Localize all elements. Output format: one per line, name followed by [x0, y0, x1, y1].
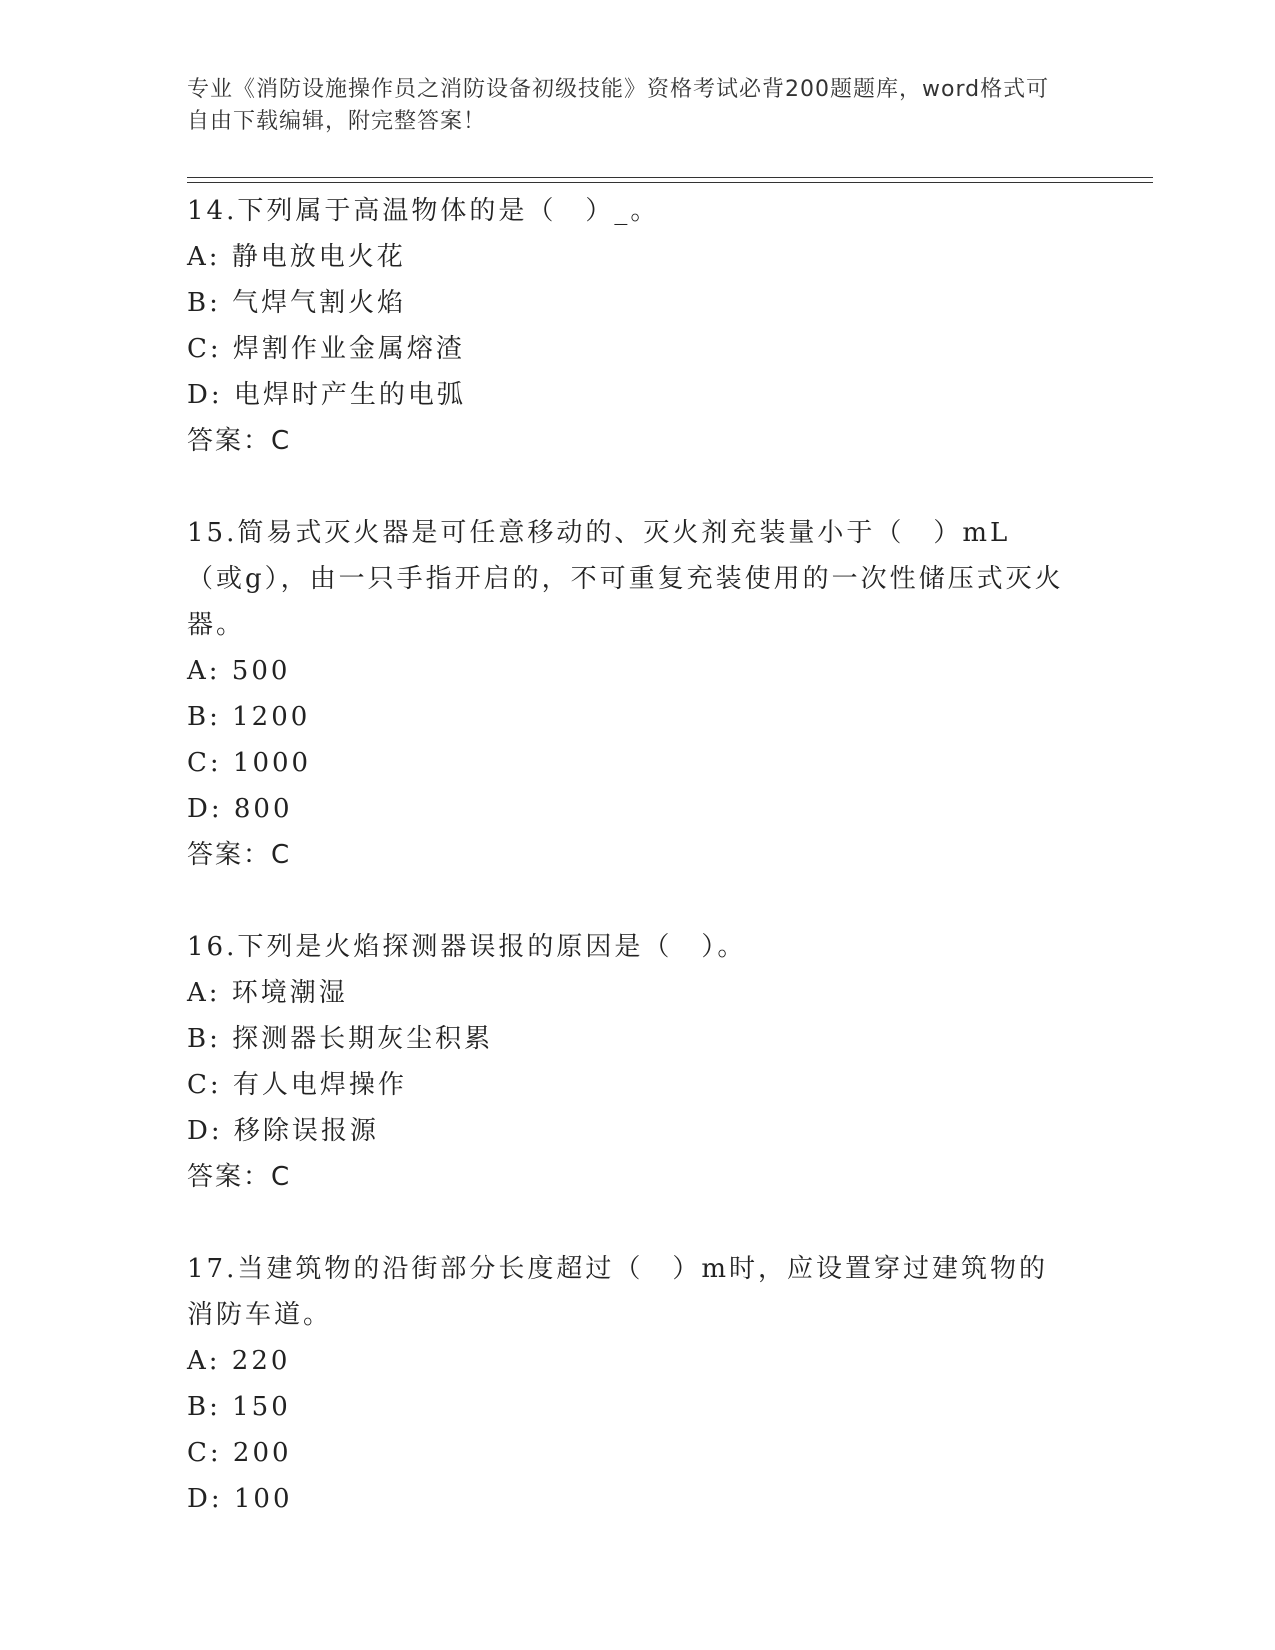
question-list: [187, 188, 1067, 1568]
option-d: D: 电焊时产生的电弧: [187, 380, 466, 410]
answer-text: 答案：C: [187, 426, 292, 456]
option-b: B: 探测器长期灰尘积累: [187, 1024, 494, 1054]
option-a: A: 环境潮湿: [187, 978, 348, 1008]
document-header: 专业《消防设施操作员之消防设备初级技能》资格考试必背200题题库，word格式可自由下载编辑，附完整答案！: [187, 77, 1050, 134]
question-stem: 16.下列是火焰探测器误报的原因是（ ）。: [187, 932, 747, 962]
answer-text: 答案：C: [187, 840, 292, 870]
option-a: A: 220: [187, 1346, 291, 1376]
option-c: C: 200: [187, 1438, 292, 1468]
option-b: B: 1200: [187, 702, 311, 732]
option-d: D: 移除误报源: [187, 1116, 379, 1146]
option-b: B: 气焊气割火焰: [187, 288, 407, 318]
question-stem: 14.下列属于高温物体的是（ ）_。: [187, 196, 660, 226]
option-d: D: 100: [187, 1484, 293, 1514]
option-d: D: 800: [187, 794, 293, 824]
option-a: A: 静电放电火花: [187, 242, 406, 272]
answer-text: 答案：C: [187, 1162, 292, 1192]
option-a: A: 500: [187, 656, 291, 686]
option-c: C: 1000: [187, 748, 312, 778]
question-stem: 17.当建筑物的沿街部分长度超过（ ）m时，应设置穿过建筑物的消防车道。: [187, 1254, 1049, 1330]
header-divider-top: [187, 177, 1153, 178]
option-b: B: 150: [187, 1392, 291, 1422]
question-16: [187, 924, 1067, 1200]
question-14: [187, 188, 1067, 464]
question-17: [187, 1246, 1067, 1522]
question-stem: 15.简易式灭火器是可任意移动的、灭火剂充装量小于（ ）mL（或g），由一只手指开启的，不可重复充装使用的一次性储压式灭火器。: [187, 518, 1064, 640]
option-c: C: 焊割作业金属熔渣: [187, 334, 465, 364]
option-c: C: 有人电焊操作: [187, 1070, 407, 1100]
header-divider-bottom: [187, 182, 1153, 183]
question-15: [187, 510, 1067, 878]
